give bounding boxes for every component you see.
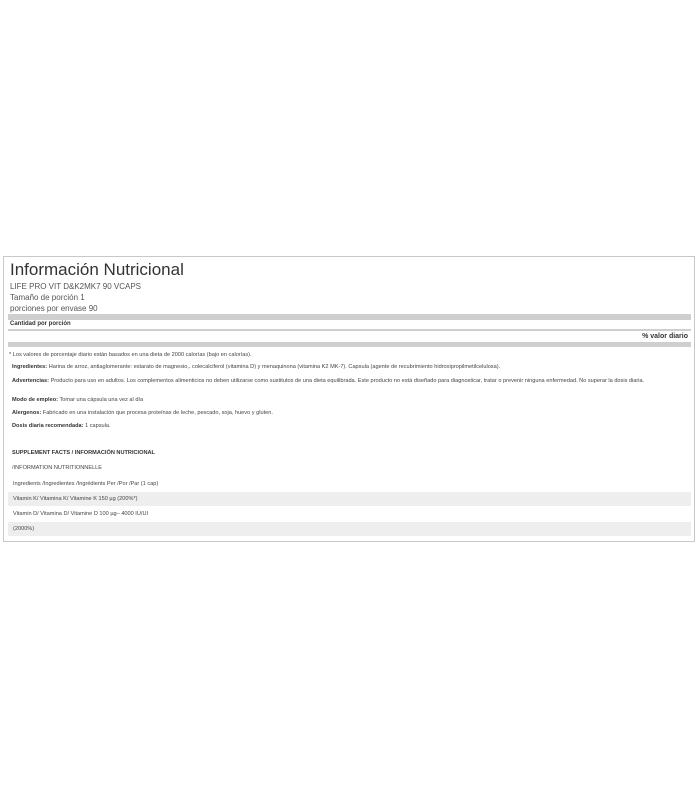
ingredients-text: Harina de arroz, antiaglomerante: estarato de magnesio,. colecalciferol (vitamina D) y menaquinona (vitamina K2 MK-7). Capsula (agente de recubrimiento hidroxipropilmetilcelulosa). (48, 364, 501, 370)
panel-title: Información Nutricional (10, 260, 184, 279)
product-name: LIFE PRO VIT D&K2MK7 90 VCAPS (10, 282, 142, 291)
facts-row: (2000%) (8, 522, 691, 536)
warnings-label: Advertencias: (12, 378, 49, 384)
warnings-text: Producto para uso en adultos. Los complementos alimenticios no deben utilizarse como sustitutos de una dieta equilibrada. Este producto no está diseñado para diagnosticar, tratar o prevenir ninguna enfermedad. No superar la dosis diaria. (50, 378, 645, 384)
ingredients-note (12, 364, 688, 371)
supplement-facts-heading: SUPPLEMENT FACTS / INFORMACIÓN NUTRICIONAL (12, 450, 155, 456)
thin-divider (8, 329, 691, 331)
ingredients-label: Ingredientes: (12, 364, 48, 370)
usage-label: Modo de empleo: (12, 397, 58, 403)
nutrition-panel (3, 256, 695, 542)
servings-per-container: porciones por envase 90 (10, 304, 98, 313)
dose-text: 1 capsula. (85, 423, 111, 429)
usage-text: Tomar una cápsula una vez al día (59, 397, 144, 403)
allergens-text: Fabricado en una instalación que procesa proteínas de leche, pescado, soja, huevo y gluten. (42, 410, 273, 416)
footnote: * Los valores de porcentaje diario están basados en una dieta de 2000 calorías (bajo en calorías). (9, 352, 252, 358)
bottom-divider (8, 342, 691, 347)
facts-row: Vitamin D/ Vitamina D/ Vitamine D 100 µg– 4000 IU/UI (13, 511, 149, 517)
dose-label: Dosis diaria recomendada: (12, 423, 84, 429)
serving-size: Tamaño de porción 1 (10, 293, 85, 302)
amount-per-serving: Cantidad por porción (10, 321, 71, 327)
daily-value-header: % valor diario (642, 333, 688, 340)
supplement-facts-subheading: /INFORMATION NUTRITIONNELLE (12, 465, 103, 471)
usage-note (12, 397, 688, 404)
dose-note (12, 423, 688, 430)
warnings-note (12, 378, 688, 385)
allergens-label: Alergenos: (12, 410, 42, 416)
thick-divider (8, 314, 691, 320)
facts-row: Ingredients /Ingredientes /Ingrédients Per /Por /Par (1 cap) (13, 481, 159, 487)
facts-row: Vitamin K/ Vitamina K/ Vitamine K 150 µg (200%*) (8, 492, 691, 506)
allergens-note (12, 410, 688, 417)
